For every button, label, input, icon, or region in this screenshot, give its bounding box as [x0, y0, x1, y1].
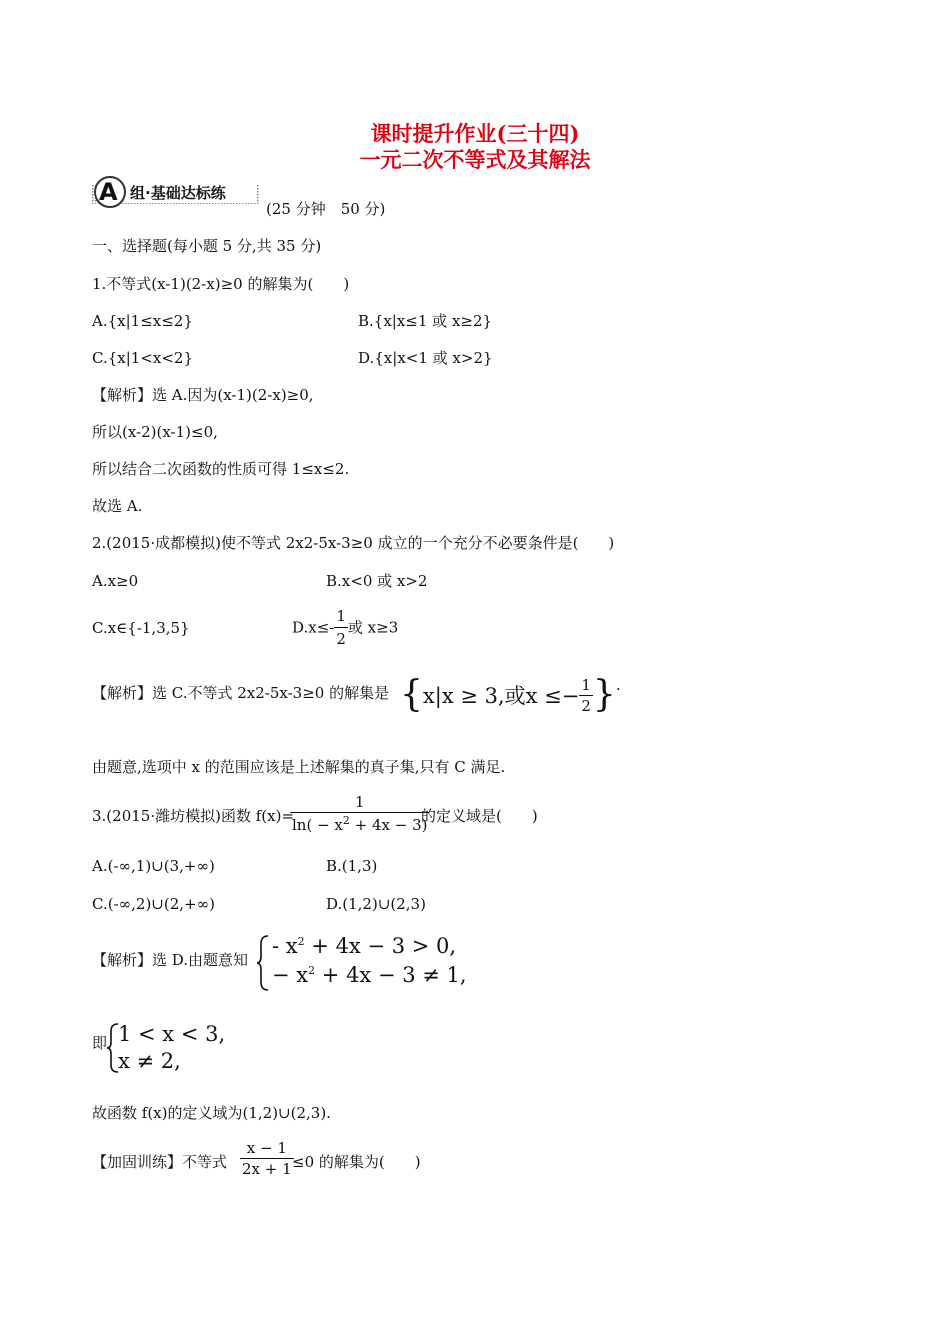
expr-part: + 4x − 3 > 0,	[304, 934, 457, 958]
page-title: 课时提升作业(三十四)	[370, 121, 580, 146]
q3-conclusion: 故函数 f(x)的定义域为(1,2)∪(2,3).	[92, 1104, 331, 1122]
option-d-fraction	[334, 606, 348, 649]
badge-text: 组·基础达标练	[130, 184, 226, 202]
extra-suffix: ≤0 的解集为( )	[292, 1153, 421, 1171]
fraction-numerator: 1	[581, 675, 591, 694]
denominator-part: ln( − x	[292, 816, 343, 834]
expr-exponent: 2	[297, 935, 305, 948]
right-brace-icon: }	[592, 674, 616, 715]
q2-analysis-line2: 由题意,选项中 x 的范围应该是上述解集的真子集,只有 C 满足.	[92, 758, 506, 776]
inequality-fraction	[240, 1139, 294, 1178]
denominator-exponent: 2	[342, 814, 350, 827]
analysis-tag: 【解析】	[92, 951, 153, 969]
q2-option-b: B.x<0 或 x>2	[326, 572, 428, 590]
left-brace-icon: {	[400, 674, 423, 715]
option-d-prefix: D.x≤-	[292, 618, 335, 637]
option-d-suffix: 或 x≥3	[347, 618, 399, 637]
q3-stem-prefix: 3.(2015·潍坊模拟)函数 f(x)=	[92, 807, 295, 825]
q1-option-c: C.{x|1<x<2}	[92, 349, 193, 367]
section-badge	[92, 176, 264, 208]
expr-exponent: 2	[308, 964, 316, 977]
fraction-denominator: 2	[334, 627, 348, 649]
set-period: .	[615, 676, 621, 694]
analysis-text: 选 C.不等式 2x2-5x-3≥0 的解集是	[152, 684, 390, 702]
fraction-numerator: 1	[354, 793, 365, 811]
analysis-text: 选 D.由题意知	[152, 951, 249, 969]
q2-option-a: A.x≥0	[92, 572, 139, 590]
q1-analysis-line2: 所以(x-2)(x-1)≤0,	[92, 423, 218, 441]
denominator-part: + 4x − 3)	[349, 816, 428, 834]
time-score: (25 分钟 50 分)	[266, 200, 386, 218]
q3-option-a: A.(-∞,1)∪(3,+∞)	[92, 857, 215, 875]
q1-stem: 1.不等式(x-1)(2-x)≥0 的解集为( )	[92, 275, 350, 293]
q1-option-a: A.{x|1≤x≤2}	[92, 312, 193, 330]
expr-part: - x	[272, 934, 298, 958]
system1-line2	[272, 963, 467, 987]
system2-line1: 1 < x < 3,	[118, 1022, 226, 1046]
q3-analysis	[92, 950, 248, 970]
expr-part: − x	[272, 963, 309, 987]
fraction-denominator: 2	[581, 696, 591, 715]
set-fraction	[579, 676, 593, 715]
extra-text: 不等式	[182, 1153, 228, 1171]
q2-analysis	[92, 683, 389, 703]
fraction-numerator: 1	[336, 607, 346, 625]
analysis-tag: 【解析】	[92, 386, 153, 404]
analysis-tag: 【解析】	[92, 684, 153, 702]
q3-option-b: B.(1,3)	[326, 857, 378, 875]
q3-fraction	[290, 793, 429, 834]
fraction-denominator: 2x + 1	[242, 1160, 292, 1178]
q1-analysis-line3: 所以结合二次函数的性质可得 1≤x≤2.	[92, 460, 350, 478]
function-fraction	[290, 793, 429, 834]
q2-solution-set	[400, 675, 621, 715]
q3-stem-suffix: 的定义域是( )	[421, 807, 538, 825]
q2-option-c: C.x∈{-1,3,5}	[92, 619, 190, 637]
q2-stem: 2.(2015·成都模拟)使不等式 2x2-5x-3≥0 成立的一个充分不必要条件是( )	[92, 534, 615, 552]
fraction-denominator	[290, 812, 429, 834]
system1-line1	[272, 934, 456, 958]
system-brace-icon	[256, 934, 270, 992]
extra-fraction	[240, 1139, 294, 1178]
extra-tag: 【加固训练】	[92, 1153, 183, 1171]
q1-option-b: B.{x|x≤1 或 x≥2}	[358, 312, 493, 330]
q1-analysis	[92, 385, 314, 405]
set-expression: x|x ≥ 3,或x ≤−	[422, 684, 580, 708]
expr-part: + 4x − 3 ≠ 1,	[315, 963, 467, 987]
q2-option-d	[292, 606, 398, 649]
system2-line2: x ≠ 2,	[118, 1049, 181, 1073]
fraction-numerator: x − 1	[246, 1139, 287, 1157]
ji-label: 即	[92, 1034, 108, 1052]
q3-option-c: C.(-∞,2)∪(2,+∞)	[92, 895, 215, 913]
badge-letter: A	[99, 178, 118, 206]
page-subtitle: 一元二次不等式及其解法	[359, 147, 591, 172]
analysis-text: 选 A.因为(x-1)(2-x)≥0,	[152, 386, 314, 404]
q1-option-d: D.{x|x<1 或 x>2}	[358, 349, 493, 367]
q3-option-d: D.(1,2)∪(2,3)	[326, 895, 426, 913]
extra-prefix	[92, 1152, 227, 1172]
part-heading: 一、选择题(每小题 5 分,共 35 分)	[92, 237, 322, 255]
q1-analysis-line4: 故选 A.	[92, 497, 143, 515]
